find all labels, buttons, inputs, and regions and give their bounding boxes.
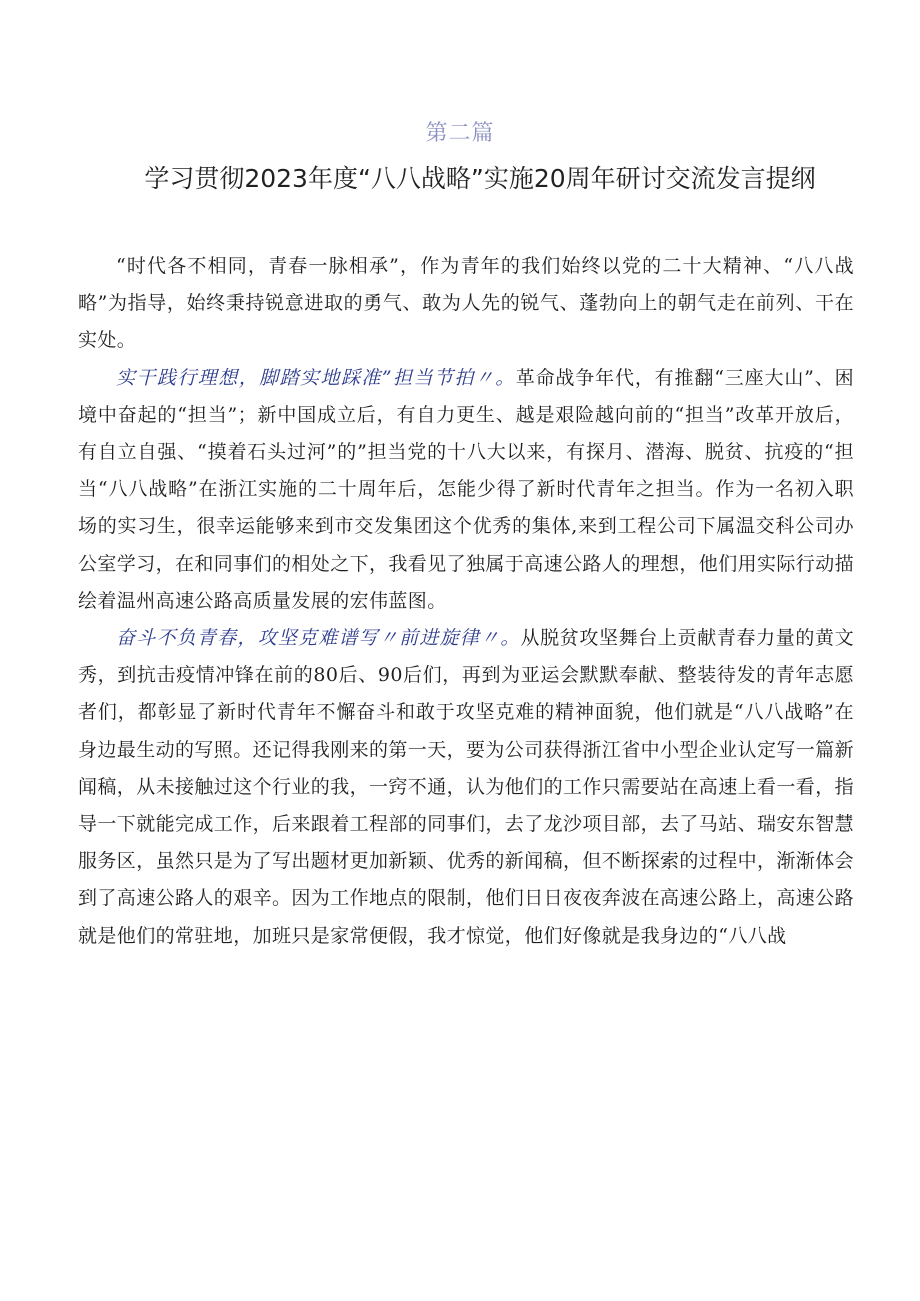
paragraph-text: “时代各不相同，青春一脉相承”，作为青年的我们始终以党的二十大精神、“八八战略”为指导，始终秉持锐意进取的勇气、敢为人先的锐气、蓬勃向上的朝气走在前列、干在实处。 (78, 255, 854, 352)
paragraph-heading: 实干践行理想，脚踏实地踩准”担当节拍〃。 (116, 366, 516, 389)
paragraph-heading: 奋斗不负青春，攻坚克难谱写〃前进旋律〃。 (116, 627, 521, 650)
paragraph-text: 革命战争年代，有推翻“三座大山”、困境中奋起的“担当”；新中国成立后，有自力更生、越是艰险越向前的“担当”改革开放后，有自立自强、“摸着石头过河”的”担当党的十八大以来，有探月、潜海、脱贫、抗疫的“担当“八八战略”在浙江实施的二十周年后，怎能少得了新时代青年之担当。作为一名初入职场的实习生，很幸运能够来到市交发集团这个优秀的集体,来到工程公司下属温交科公司办公室学习，在和同事们的相处之下，我看见了独属于高速公路人的理想，他们用实际行动描绘着温州高速公路高质量发展的宏伟蓝图。 (78, 366, 855, 612)
paragraph-intro (78, 248, 854, 360)
paragraph-section-2 (78, 620, 854, 955)
paragraph-section-1 (78, 360, 854, 620)
section-label: 第二篇 (425, 121, 495, 146)
document-title: 学习贯彻2023年度“八八战略”实施20周年研讨交流发言提纲 (144, 164, 816, 193)
paragraph-text: 从脱贫攻坚舞台上贡献青春力量的黄文秀，到抗击疫情冲锋在前的80后、90后们，再到为亚运会默默奉献、整装待发的青年志愿者们，都彰显了新时代青年不懈奋斗和敢于攻坚克难的精神面貌，他们就是“八八战略”在身边最生动的写照。还记得我刚来的第一天，要为公司获得浙江省中小型企业认定写一篇新闻稿，从未接触过这个行业的我，一窍不通，认为他们的工作只需要站在高速上看一看，指导一下就能完成工作，后来跟着工程部的同事们，去了龙沙项目部，去了马站、瑞安东智慧服务区，虽然只是为了写出题材更加新颖、优秀的新闻稿，但不断探索的过程中，渐渐体会到了高速公路人的艰辛。因为工作地点的限制，他们日日夜夜奔波在高速公路上，高速公路就是他们的常驻地，加班只是家常便假，我才惊觉，他们好像就是我身边的“八八战 (78, 627, 855, 947)
document-body (78, 248, 854, 955)
